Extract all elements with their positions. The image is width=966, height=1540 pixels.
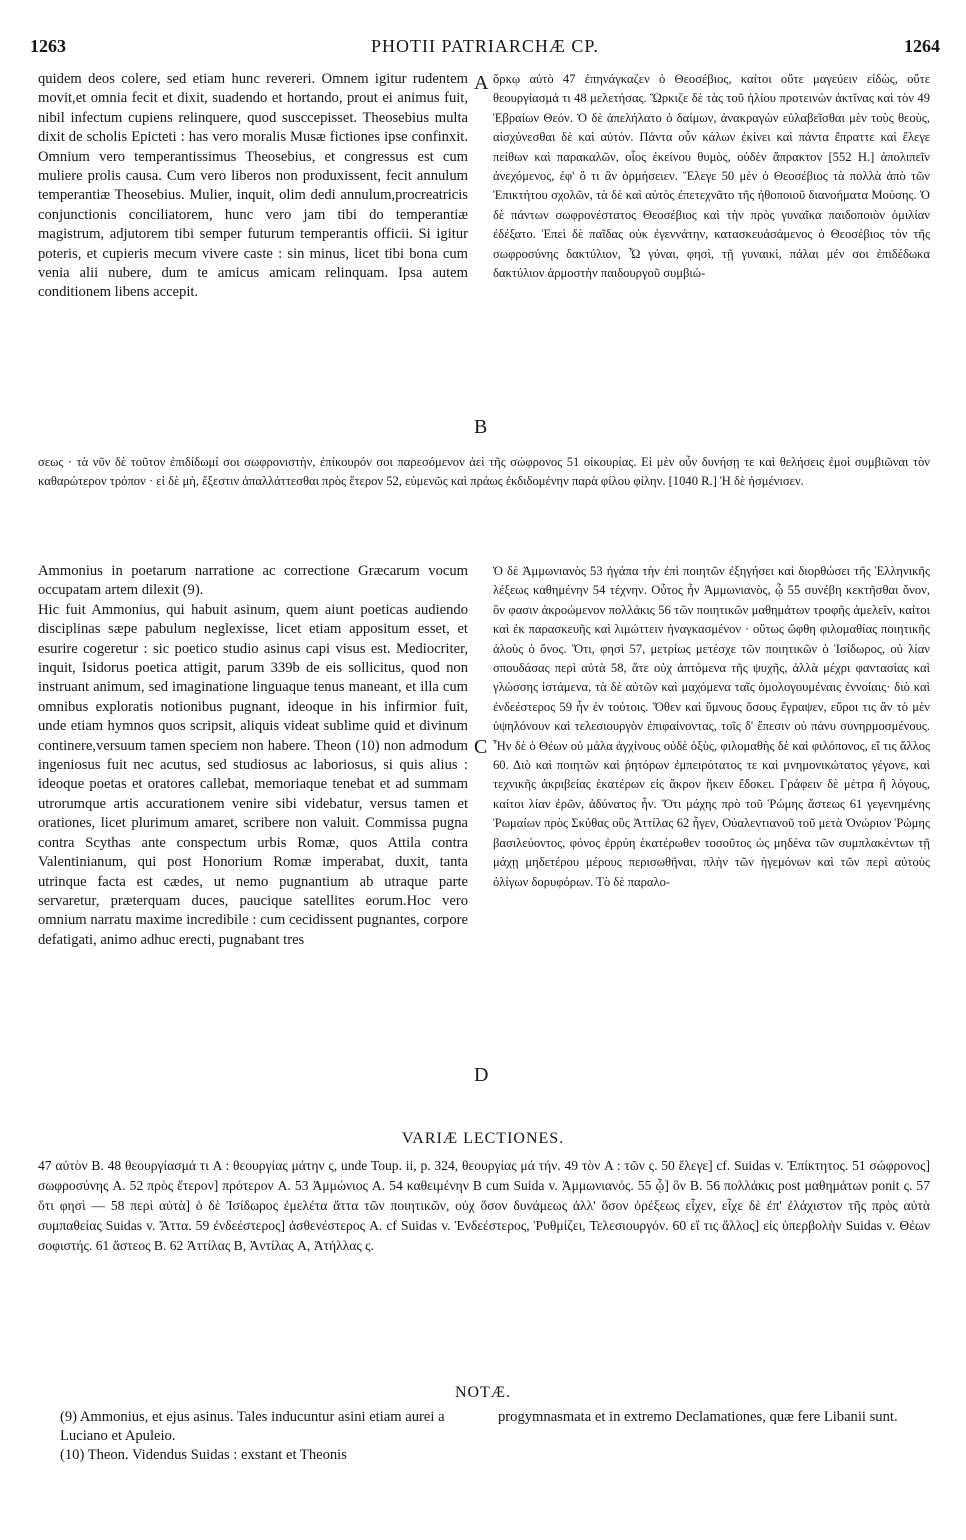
section-marker-b: B bbox=[474, 416, 488, 438]
greek-fullwidth-block bbox=[38, 453, 930, 492]
section-marker-d: D bbox=[474, 1064, 489, 1086]
variae-lectiones bbox=[38, 1156, 930, 1256]
page-number-right: 1264 bbox=[904, 36, 940, 56]
section-marker-a: A bbox=[474, 72, 489, 94]
notae-title: NOTÆ. bbox=[454, 1384, 512, 1401]
latin-column-lower bbox=[38, 562, 468, 950]
variae-lectiones-title: VARIÆ LECTIONES. bbox=[401, 1130, 565, 1147]
section-marker-c: C bbox=[474, 736, 488, 758]
greek-paragraph: σεως · τὰ νῦν δὲ τοῦτον ἐπιδίδωμί σοι σωφρονιστὴν, ἐπίκουρόν σοι παρεσόμενον ἀεὶ τῆς σώφρονος 51 οἰκουρίας. Εἰ μὲν οὖν δυνήσῃ τε καὶ θελήσεις ἐμοὶ συμβιῶναι τὸν καθαρώτερον τρόπον · εἰ δὲ μὴ, ἔξεστιν ἀπαλλάττεσθαι πρὸς ἕτερον 52, εὐμενῶς καὶ πράως ἐκδιδομένην παρὰ φίλου φίλην. [1040 R.] Ἡ δὲ ἠσμένισεν. bbox=[38, 455, 930, 489]
latin-subheading: Ammonius in poetarum narratione ac correctione Græcarum vocum occupatam artem dilexit (9). bbox=[38, 563, 468, 599]
latin-paragraph: Hic fuit Ammonius, qui habuit asinum, quem aiunt poeticas audiendo disciplinas sæpe pabulum neglexisse, licet etiam appositum esset, et esurire cogeretur : sic poetico studio asinus capi visus est. Mediocriter, inquit, Isidorus poetica attigit, parum 339b de eis sollicitus, quod non instruant animum, sed imaginatione linguaque tenus maneant, et illa cum omnibus exploratis notionibus pugnant, ideoque in his infirmior fuit, unde etiam hymnos quos scripsit, aliquis videat sublime quid et divinum continere,versuum tamen speciem non habere. Theon (10) non admodum ingeniosus fuit nec acutus, sed studiosus ac laboriosus, si quis alius : ideoque poetas et oratores callebat, memoriaque tenebat et ad summam utrorumque artis accurationem venire sibi videbatur, versus tamen et orationes, licet plurimum amaret, scribere non valuit. Commissa pugna contra Scythas ante conspectum urbis Romæ, quos Attila contra Valentinianum, qui post Honorium Romæ imperabat, duxit, tanta utrinque facta est cædes, ut nemo pugnantium ab utraque parte servaretur, præterquam duces, paucique satellites eorum.Hoc vero omnium narratu maxime incredibile : cum cecidissent pugnantes, corpore defatigati, animo adhuc erecti, pugnabant tres bbox=[38, 601, 468, 948]
notes-left-column bbox=[60, 1408, 480, 1465]
greek-column-lower bbox=[493, 562, 930, 892]
running-header bbox=[30, 36, 940, 62]
page-number-left: 1263 bbox=[30, 36, 66, 56]
greek-column-upper bbox=[493, 70, 930, 283]
notes-right-column bbox=[498, 1408, 930, 1427]
running-title: PHOTII PATRIARCHÆ CP. bbox=[371, 36, 599, 56]
latin-column-upper bbox=[38, 70, 468, 303]
greek-paragraph: Ὁ δὲ Ἀμμωνιανὸς 53 ἠγάπα τὴν ἐπὶ ποιητῶν ἐξηγήσει καὶ διορθώσει τῆς Ἑλληνικῆς λέξεως καθημένην 54 τέχνην. Οὗτος ἦν Ἀμμωνιανὸς, ᾧ 55 συνέβη κεκτῆσθαι ὄνον, ὃν φασιν ἀκροώμενον πολλάκις 56 τῶν ποιητικῶν μαθημάτων τροφῆς ἀμελεῖν, καίτοι καὶ ἐκ παρασκευῆς καὶ λιμώττειν ἠναγκασμένον · οὕτως ὤφθη φιλομαθίας ποιητικῆς ἁλοὺς ὁ ὄνος. Ὅτι, φησὶ 57, μετρίως μετέσχε τῶν ποιητικῶν ὁ Ἰσίδωρος, οὐ λίαν σπουδάσας περὶ αὐτὰ 58, ἅτε οὐχ ἁπτόμενα τῆς ψυχῆς, ἀλλὰ μέχρι φαντασίας καὶ γλώσσης ἱστάμενα, τὰ δὲ αὐτῶν καὶ μαχόμενα ταῖς ὁμολογουμέναις ἐννοίαις· διὸ καὶ ἐνδεέστερος 59 ἦν ἐν τούτοις. Ὅθεν καὶ ὕμνους ὅσους ἔγραψεν, εὕροι τις ἂν τὸ μὲν ὑψηλόνουν καὶ τελεσιουργὸν ἐπιφαίνοντας, τοῖς δ' ἔπεσιν οὐ πάνυ συνηρμοσμένους. Ἦν δὲ ὁ Θέων οὐ μάλα ἀγχίνους οὐδὲ ὀξὺς, φιλομαθὴς δὲ καὶ φιλόπονος, εἴ τις ἄλλος 60. Διὸ καὶ ποιητῶν καὶ ῥητόρων ἐμπειρότατος τε καὶ μνημονικώτατος γέγονε, καὶ τεχνικῆς ἀκριβείας ἑκατέρων εἰς ἄκρον ἥκειν ἔδοκει. Γράφειν δὲ μέτρα ἢ λόγους, καίτοι λίαν ἐρῶν, ἀδύνατος ἦν. Ὅτι μάχης πρὸ τοῦ Ῥώμης ἄστεως 61 γεγενημένης Ῥωμαίων πρὸς Σκύθας οὓς Ἀττίλας 62 ἦγεν, Οὐαλεντιανοῦ τοῦ μετὰ Ὀνώριον Ῥώμης βασιλεύοντος, φόνος ἐρρύη ἑκατέρωθεν τοσοῦτος ὡς μηδένα τῶν συμπλακέντων τῇ μάχῃ μηδετέρου μέρους περισωθῆναι, πλὴν τῶν ἡγεμόνων καὶ τῶν περὶ αὐτοὺς ὀλίγων δορυφόρων. Τὸ δὲ παραλο- bbox=[493, 564, 930, 889]
note-10-continued: progymnasmata et in extremo Declamationes, quæ fere Libanii sunt. bbox=[498, 1409, 898, 1425]
greek-paragraph: ὅρκῳ αὐτὸ 47 ἐπηνάγκαζεν ὁ Θεοσέβιος, καίτοι οὔτε μαγεύειν εἰδὼς, οὔτε θεουργίασμά τι 48 μελετήσας. Ὥρκιζε δὲ τὰς τοῦ ἡλίου προτεινὼν ἀκτῖνας καὶ τὸν 49 Ἑβραίων Θεόν. Ὁ δὲ ἀπελήλατο ὁ δαίμων, ἀνακραγὼν εὐλαβεῖσθαι μὲν τοὺς θεοὺς, αἰσχύνεσθαι δὲ καὶ αὐτόν. Πάντα οὖν κάλων ἐκίνει καὶ πάντα ἔπραττε καὶ ἔλεγε πείθων καὶ παρακαλῶν, οἷος ἐκείνου θυμὸς, οὐδὲν ἄπρακτον [552 H.] ἀπολιπεῖν ἀνεχόμενος, ἐφ' ὅ τι ἂν ὁρμήσειεν. Ἔλεγε 50 μὲν ὁ Θεοσέβιος τὰ πολλὰ ἀπὸ τῶν Ἐπικτήτου σχολῶν, τὰ δὲ καὶ αὐτὸς ἐπετεχνᾶτο τῆς ἠθοποιοῦ διανοήματα Μούσης. Ὁ δὲ πάντων σωφρονέστατος Θεοσέβιος καὶ τὴν πρὸς γυναῖκα παιδοποιὸν ὁμιλίαν ἐδέξατο. Ἐπεὶ δὲ παῖδας οὐκ ἐγεννάτην, κατασκευάσάμενος ὁ Θεοσέβιος τὸν τῆς σωφροσύνης δακτύλιον, Ὦ γύναι, φησὶ, τῇ γυναικὶ, πάλαι μέν σοι ἐπιδέδωκα δακτύλιον ἁρμοστὴν παιδουργοῦ συμβιώ- bbox=[493, 72, 930, 281]
note-9: (9) Ammonius, et ejus asinus. Tales inducuntur asini etiam aurei a Luciano et Apuleio. bbox=[60, 1409, 445, 1444]
note-10: (10) Theon. Videndus Suidas : exstant et Theonis bbox=[60, 1447, 347, 1463]
variants-text: 47 αὐτὸν B. 48 θεουργίασμά τι A : θεουργίας μάτην ς, unde Toup. ii, p. 324, θεουργίας μά τήν. 49 τὸν A : τῶν ς. 50 ἔλεγε] cf. Suidas v. Ἐπίκτητος. 51 σώφρονος] σωφροσύνης A. 52 πρὸς ἕτερον] πρότερον A. 53 Ἀμμώνιος A. 54 καθειμένην B cum Suida v. Ἀμμωνιανός. 55 ᾧ] ὃν B. 56 πολλάκις post μαθημάτων ponit ς. 57 ὅτι φησὶ — 58 περὶ αὐτὰ] ὁ δὲ Ἰσίδωρος ἐμελέτα ἄττα τῶν ποιητικῶν, οὐχ ὅσον δυνάμεως ἀλλ' ὅσον ὀρέξεως εἶχεν, εἶχε δὲ ἐπ' ἐλάχιστον τῆς πρὸς αὐτὰ συμπαθείας Suidas v. Ἄττα. 59 ἐνδεέστερος] ἀσθενέστερος A. cf Suidas v. Ἐνδεέστερος, Ῥυθμίζει, Τελεσιουργόν. 60 εἴ τις ἄλλος] εἰς ὑπερβολὴν Suidas v. Θέων σοφιστής. 61 ἄστεος B. 62 Ἀττίλας B, Ἀντίλας A, Ἀτήλλας ς. bbox=[38, 1158, 930, 1253]
latin-paragraph: quidem deos colere, sed etiam hunc revereri. Omnem igitur rudentem movit,et omnia fecit et dixit, suadendo et hortando, prout ei animus fuit, nibil infectum cupiens relinquere, quod susccepisset. Theosebius multa dixit de scholis Epicteti : has vero moralis Musæ fictiones ipse confinxit. Omnium vero temperantissimus Theosebius, et congressus est cum muliere prolis causa. Cum vero liberos non produxissent, fecit annulum temperantiæ Theosebius. Mulier, inquit, olim dedi annulum,procreatricis conjunctionis conciliatorem, hunc vero jam tibi do temperantiæ magistrum, adjutorem tibi semper futurum temperantis officii. Si igitur poteris, et cupieris mecum vivere caste : sin minus, licet tibi bona cum venia alii nubere, dum te amicus amicam relinquam. Ipsa autem conditionem libens accepit. bbox=[38, 71, 468, 301]
